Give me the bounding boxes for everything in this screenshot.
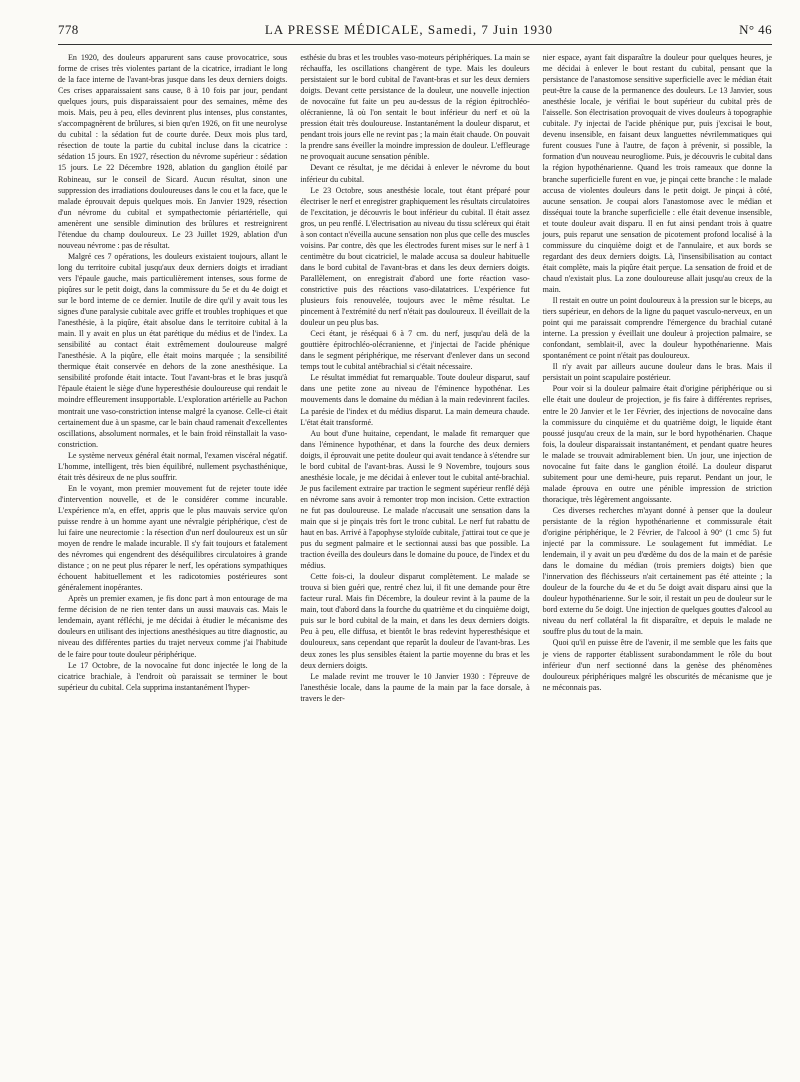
column-1 [58,52,287,704]
paragraph: Le 23 Octobre, sous anesthésie locale, tout étant préparé pour électriser le nerf et enregistrer graphiquement les résultats circulatoires de l'excitation, je découvris le bout inférieur du cubital. Il était assez gros, un peu renflé. L'électrisation au niveau du tissu scléreux qui était à son contact n'éveilla aucune sensation non plus que celle des muscles voisins. Par contre, dès que les électrodes furent mises sur le nerf à 1 centimètre du bout cicatriciel, le malade accusa sa douleur habituelle dans le bord cubital de l'avant-bras et dans les deux derniers doigts. Parallèlement, on enregistrait d'abord une forte réaction vaso-constrictive puis des réactions vaso-dilatatrices. L'expérience fut plusieurs fois renouvelée, toujours avec le même résultat. Le pincement à l'extrémité du nerf n'était pas douloureux. Il éveillait de la douleur un peu plus bas. [300,185,530,328]
issue-number: N° 46 [739,22,772,37]
paragraph: esthésie du bras et les troubles vaso-moteurs périphériques. La main se réchauffa, les oscillations changèrent de type. Mais les douleurs persistaient sur le bord cubital de l'avant-bras et sur les deux derniers doigts. Devant cette persistance de la douleur, une nouvelle injection de novocaïne fut faite un peu au-dessus de la région épitrochléo-olécranienne, là où l'on sentait le bout inférieur du nerf et où la pression était très douloureuse. Instantanément la douleur disparut, et pendant trois jours elle ne revint pas ; la main était chaude. On pouvait la prendre sans éveiller la moindre impression de douleur. L'effleurage ne provoquait aucune sensation pénible. [300,53,530,162]
paragraph: En 1920, des douleurs apparurent sans cause provocatrice, sous forme de crises très violentes partant de la cicatrice, irradiant le long de la face interne de l'avant-bras jusque dans les deux derniers doigts. Ces crises apparaissaient sans cause, 8 à 10 fois par jour, pendant quelques jours, puis disparaissaient pour des semaines, même des mois. Mais, peu à peu, elles devinrent plus intenses, plus constantes, s'accompagnèrent de brûlures, si bien qu'en 1926, on fit une neurolyse du cubital : la sédation fut de courte durée. Deux mois plus tard, résection de toute la partie du cubital incluse dans la cicatrice : sédation 15 jours. En 1927, résection du névrome supérieur : sédation 15 jours. Le 22 Décembre 1928, ablation du ganglion étoilé par Robineau, sur le conseil de Sicard. Aucun résultat, sinon une suppression des irradiations douloureuses dans le cou et la face, que le malade éprouvait depuis quelques mois. En Janvier 1929, résection d'un névrome du cubital et sympathectomie périartérielle, qui amenèrent une sensible diminution des brûlures et restreignirent l'étendue du champ douloureux. Le 23 Juillet 1929, ablation d'un nouveau névrome : pas de résultat. [58,53,288,250]
paragraph: Malgré ces 7 opérations, les douleurs existaient toujours, allant le long du territoire cubital jusqu'aux deux derniers doigts et irradiant vers l'épaule gauche, mais particulièrement intenses, sous forme de piqûres sur le petit doigt, dans la commissure du 5e et du 4e doigt et sur le bord interne de ce dernier. Inutile de dire qu'il y avait tous les signes d'une paralysie cubitale avec griffe et troubles trophiques et que l'anesthésie, à la piqûre, était absolue dans le territoire cubital à la main. Il y avait en plus un état parétique du médius et de l'index. La sensibilité au contact était extrêmement douloureuse malgré l'anesthésie. A la piqûre, elle était moins marquée ; la sensibilité thermique était conservée en dehors de la zone anesthésique. La sensibilité profonde était intacte. Tout l'avant-bras et le bras jusqu'à l'épaule étaient le siège d'une hyperesthésie douloureuse qui rendait le moindre effleurement insupportable. L'exploration artérielle au Pachon montrait une vaso-constriction intense malgré la cyanose. Celle-ci était certainement due à un spasme, car le bain chaud ramenait d'excellentes oscillations, absolument normales, et le bain froid réinstallait la vaso-constriction. [58,251,288,449]
paragraph: En le voyant, mon premier mouvement fut de rejeter toute idée d'intervention nouvelle, et de le considérer comme incurable. L'expérience m'a, en effet, appris que le plus mauvais service qu'on puisse rendre à un homme ayant une névralgie périphérique, c'est de lui faire une neurectomie : la résection d'un nerf douloureux est un sûr moyen de rendre le malade incurable. Il s'y fait toujours et fatalement des névromes qui engendrent des déséquilibres circulatoires à grande distance ; on ne peut plus réparer le nerf, les opérations sympathiques échouent habituellement et les radicotomies postérieures sont généralement inopérantes. [58,483,288,593]
paragraph: Le résultat immédiat fut remarquable. Toute douleur disparut, sauf dans une petite zone au niveau de l'éminence hypothénar. Les mouvements dans le domaine du médian à la main redevinrent faciles. La parésie de l'index et du médius disparut. La main demeura chaude. L'état était transformé. [300,373,530,427]
page-header [58,22,772,38]
paragraph: Cette fois-ci, la douleur disparut complètement. Le malade se trouva si bien guéri que, rentré chez lui, il fit une demande pour être facteur rural. Mais fin Décembre, la douleur revint à la paume de la main, tout d'abord dans la fourche du quatrième et du cinquième doigt, puis sur le bord cubital de la main, et dans les deux derniers doigts. Peu à peu, elle diffusa, et bientôt le bras redevint hyperesthésique et douloureux, sans cependant que reparût la douleur de l'avant-bras. Les deux zones les plus sensibles étaient la partie moyenne du bras et les deux derniers doigts. [300,572,530,670]
paragraph: Ces diverses recherches m'ayant donné à penser que la douleur persistante de la région hypothénarienne et commissurale était d'origine périphérique, le 2 Février, de l'alcool à 90° (1 cmc 5) fut injecté par la commissure. Le soulagement fut immédiat. Le lendemain, il y avait un peu d'œdème du dos de la main et de parésie dans le domaine du médian (trois premiers doigts) bien que l'innervation des fléchisseurs n'ait certainement pas été atteinte ; la douleur de la fourche du 4e et du 5e doigt avait disparu ainsi que la douleur hypothénarienne. Sur le soir, il restait un peu de douleur sur le bord externe du 5e doigt. Une injection de quelques gouttes d'alcool au niveau du nerf collatéral la fit disparaître, et depuis le malade ne souffre plus du tout de la main. [542,505,772,637]
column-2 [300,52,529,704]
paragraph: Il n'y avait par ailleurs aucune douleur dans le bras. Mais il persistait un point scapulaire postérieur. [542,362,772,383]
paragraph: Le système nerveux général était normal, l'examen viscéral négatif. L'homme, intelligent, très bien équilibré, nullement psychasthénique, était très désireux de ne plus souffrir. [58,450,288,482]
paragraph: Il restait en outre un point douloureux à la pression sur le biceps, au tiers supérieur, en dehors de la ligne du paquet vasculo-nerveux, en un point qui me paraissait comprendre l'émergence du brachial cutané interne. La pression y éveillait une douleur à projection palmaire, se confondant, semblait-il, avec la douleur hypothénarienne. Mais spontanément ce point n'était pas douloureux. [542,296,772,361]
paragraph: Après un premier examen, je fis donc part à mon entourage de ma ferme décision de ne rien tenter dans un aussi mauvais cas. Mais le lendemain, ayant réfléchi, je me décidai à étudier le mécanisme des douleurs en utilisant des injections anesthésiques au titre diagnostic, au niveau des différentes parties du trajet nerveux comme j'ai l'habitude de le faire pour toute douleur périphérique. [58,594,288,659]
paragraph: nier espace, ayant fait disparaître la douleur pour quelques heures, je me décidai à enlever le bout restant du cubital, pensant que la persistance de l'anastomose sensitive superficielle avec le médian était peut-être la cause de la permanence des douleurs. Le 13 Janvier, sous anesthésie locale, je vérifiai le bout supérieur du cubital près de l'aisselle. Son électrisation provoquait de vives douleurs à topographie cubitale. J'y injectai de l'acide phénique pur, puis j'excisai le bout, devenu insensible, en faisant deux languettes névrilemmatiques qui furent cousues l'une à l'autre, de façon à prévenir, si possible, la formation d'un nouveau neurogliome. Puis, je découvris le cubital dans la région hypothénarienne. Quand les trois rameaux que donne la branche superficielle furent en vue, je pinçai cette branche : le malade accusa de violentes douleurs dans le petit doigt. Je pinçai à côté, aucune sensation. Je coupai alors l'anastomose avec le médian et disséquai toute la branche superficielle : elle était devenue insensible, et toute douleur avait disparu. Il en fut ainsi pendant trois à quatre jours, puis reparut une sensation de picotement profond localisé à la commissure du cinquième doigt et de l'annulaire, et aux bords se regardant des deux derniers doigts. Là, l'insensibilisation au contact était complète, mais la piqûre était perçue. La sensation de froid et de chaud n'existait plus. La zone douloureuse allait jusqu'au creux de la main. [542,53,772,294]
paragraph: Ceci étant, je réséquai 6 à 7 cm. du nerf, jusqu'au delà de la gouttière épitrochléo-olécranienne, et j'injectai de l'acide phénique dans le segment périphérique, me réservant d'enlever dans un second temps tout le cubital antébrachial si c'était nécessaire. [300,329,530,372]
journal-title: LA PRESSE MÉDICALE, Samedi, 7 Juin 1930 [264,22,554,37]
paragraph: Pour voir si la douleur palmaire était d'origine périphérique ou si elle était une douleur de projection, je fis faire à différentes reprises, entre le 20 Janvier et le 1er Février, des injections de novocaïne dans la commissure du cinquième et du quatrième doigt, le liquide étant poussé jusqu'au creux de la main, sur le bord hypothénarien. Chaque fois, la douleur disparaissait instantanément, et pendant quatre heures le malade se trouvait admirablement bien. Un jour, une injection de novocaïne fut faite dans le ganglion étoilé. La douleur disparut subitement pour une demi-heure, puis reparut. Pendant un jour, le malade éprouva en outre une pénible impression de striction thoracique, très légèrement angoissante. [542,384,772,504]
text-columns [58,52,772,704]
column-3 [543,52,772,704]
paragraph: Devant ce résultat, je me décidai à enlever le névrome du bout inférieur du cubital. [300,163,530,184]
paragraph: Au bout d'une huitaine, cependant, le malade fit remarquer que dans l'éminence hypothénar, et dans la fourche des deux derniers doigts, il éprouvait une petite douleur qui avait tendance à s'étendre sur le bord cubital de l'avant-bras. Aussi le 9 Novembre, toujours sous anesthésie locale, je me décidai à enlever tout le cubital anté-brachial. Je pus facilement extraire par traction le segment supérieur renflé déjà en névrome sans avoir à remonter trop mon incision. Cette extraction ne fut pas douloureuse. Le malade n'accusait une sensation dans la main que si je pinçais très fort le tronc cubital. Le nerf fut rabattu de haut en bas. Arrivé à l'apophyse styloïde cubitale, j'attirai tout ce que je pus du segment palmaire et le sectionnai aussi bas que possible. La traction éveilla des douleurs dans le domaine du pouce, de l'index et du médius. [300,428,530,571]
paragraph: Le 17 Octobre, de la novocaïne fut donc injectée le long de la cicatrice brachiale, à l'endroit où paraissait se terminer le bout supérieur du cubital. Cela supprima instantanément l'hyper- [58,660,288,692]
paragraph: Le malade revint me trouver le 10 Janvier 1930 : l'épreuve de l'anesthésie locale, dans la paume de la main par la face dorsale, à travers le der- [300,671,530,703]
paragraph: Quoi qu'il en puisse être de l'avenir, il me semble que les faits que je viens de rapporter établissent surabondamment le rôle du bout inférieur d'un nerf sectionné dans la genèse des phénomènes douloureux périphériques malgré les obscurités de mécanisme que je ne méconnais pas. [542,638,772,692]
page-number: 778 [58,22,79,37]
header-rule [58,44,772,45]
